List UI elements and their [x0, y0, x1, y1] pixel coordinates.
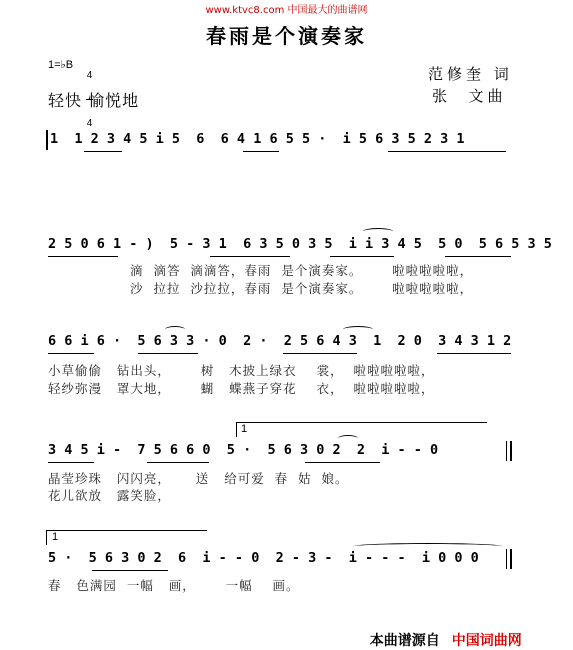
source-credit — [360, 614, 522, 650]
beam — [305, 462, 380, 463]
tie — [363, 228, 393, 235]
beam — [138, 353, 198, 354]
volta-number: 1 — [241, 423, 248, 435]
barline — [46, 130, 48, 150]
beam — [243, 151, 279, 152]
lyrics-row-5: 春 色满园 一幅 画， 一幅 画。 — [48, 578, 300, 593]
notation-row-2: 2 5 0 6 1 - ) 5 - 3 1 6 3 5 0 3 5 i i 3 4 5 5 0 5 6 5 3 5 — [48, 236, 552, 252]
beam — [210, 256, 290, 257]
key-signature: 1=♭B — [48, 59, 74, 71]
notation-row-3: 6 6 i 6 · 5 6 3 3 · 0 2 · 2 5 6 4 3 1 2 0 3 4 3 1 2 — [48, 333, 512, 349]
lyrics-row-3-verse-2: 轻纱弥漫 罩大地， 蝴 蝶燕子穿花 衣， 啦啦啦啦啦， — [48, 381, 435, 396]
final-barline-thin — [506, 549, 507, 569]
time-signature: 4 4 — [86, 70, 93, 129]
tie — [338, 435, 358, 442]
beam — [445, 256, 511, 257]
volta-number: 1 — [52, 531, 59, 543]
lyrics-row-4-verse-2: 花儿欲放 露笑脸， — [48, 488, 171, 503]
beam — [388, 151, 506, 152]
site-header: www.ktvc8.com 中国最大的曲谱网 — [205, 5, 368, 16]
tie — [353, 543, 503, 550]
repeat-barline-thin — [506, 441, 507, 461]
beam — [147, 462, 209, 463]
final-barline — [510, 549, 512, 569]
notation-row-5: 5 · 5 6 3 0 2 6 i - - 0 2 - 3 - i - - - i 0 0 0 — [48, 550, 479, 566]
lyrics-row-3-verse-1: 小草偷偷 钻出头， 树 木披上绿衣 裳， 啦啦啦啦啦， — [48, 363, 435, 378]
beam — [283, 353, 357, 354]
tempo-marking: 轻快 愉悦地 — [48, 91, 140, 110]
song-title: 春雨是个演奏家 — [206, 24, 367, 48]
lyrics-row-2-verse-2: 沙 拉拉 沙拉拉，春雨 是个演奏家。 啦啦啦啦啦， — [130, 281, 474, 296]
beam — [84, 151, 122, 152]
lyricist-credit: 范修奎 词 — [428, 65, 513, 83]
composer-credit: 张 文曲 — [432, 87, 507, 105]
source-site-link[interactable]: 中国词曲网 — [451, 633, 522, 649]
beam — [92, 570, 168, 571]
tie — [343, 326, 373, 333]
lyrics-row-2-verse-1: 滴 滴答 滴滴答，春雨 是个演奏家。 啦啦啦啦啦， — [130, 263, 474, 278]
notation-row-1: 1 1 2 3 4 5 i 5 6 6 4 1 6 5 5 · i 5 6 3 5 2 3 1 — [50, 131, 465, 147]
tie — [165, 326, 185, 333]
volta-bracket-2 — [46, 530, 207, 545]
beam — [437, 353, 511, 354]
beam — [48, 353, 94, 354]
beam — [48, 462, 94, 463]
notation-row-4: 3 4 5 i - 7 5 6 6 0 5 · 5 6 3 0 2 2 i - - 0 — [48, 442, 439, 458]
repeat-barline — [510, 441, 512, 461]
volta-bracket-1 — [236, 422, 487, 437]
source-credit-label: 本曲谱源自 — [369, 633, 440, 649]
beam — [330, 256, 394, 257]
beam — [48, 256, 118, 257]
lyrics-row-4-verse-1: 晶莹珍珠 闪闪亮， 送 给可爱 春 姑 娘。 — [48, 471, 349, 486]
